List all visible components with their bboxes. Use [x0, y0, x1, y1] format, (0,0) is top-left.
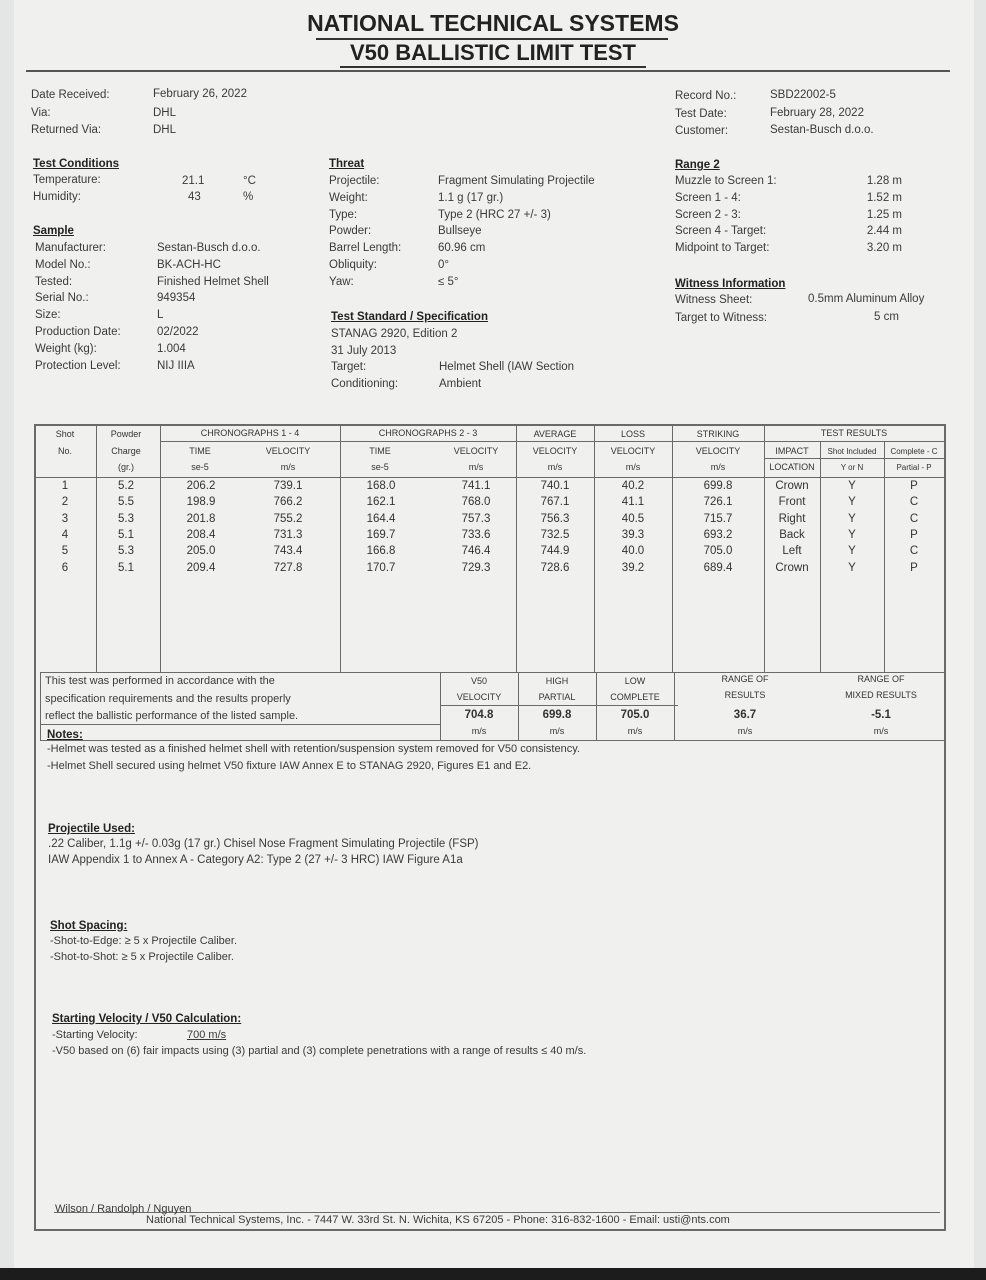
threat-field-label: Powder: [329, 225, 372, 238]
col-header-ms-1-4: m/s [280, 462, 296, 472]
cell-shot-included: Y [848, 480, 856, 492]
cell-loss-velocity: 40.0 [621, 545, 645, 558]
header-subrule [160, 441, 764, 442]
cell-shot-no: 2 [61, 496, 69, 509]
cell-loss-velocity: 39.3 [621, 528, 645, 541]
cell-striking-velocity: 705.0 [703, 545, 733, 558]
low-complete-unit: m/s [627, 726, 643, 736]
projectile-used-line2: IAW Appendix 1 to Annex A - Category A2: Type 2 (27 +/- 3 HRC) IAW Figure A1a [48, 854, 463, 866]
col-header-time-unit-2-3: se-5 [371, 462, 389, 472]
cell-time-2-3: 166.8 [366, 545, 396, 558]
temperature-label: Temperature: [33, 174, 101, 186]
cell-shot-no: 6 [61, 561, 69, 574]
cell-shot-no: 4 [61, 528, 69, 541]
sample-field-value: 02/2022 [157, 326, 199, 338]
cell-time-1-4: 209.4 [186, 561, 216, 574]
starting-velocity-heading: Starting Velocity / V50 Calculation: [52, 1013, 242, 1025]
cell-shot-no: 3 [61, 512, 69, 525]
threat-field-value: 0° [438, 259, 449, 271]
cell-striking-velocity: 693.2 [703, 528, 733, 541]
cell-impact-location: Left [782, 545, 802, 558]
table-right-border [944, 424, 946, 1230]
conditioning-value: Ambient [439, 378, 482, 390]
cell-time-2-3: 168.0 [366, 480, 396, 492]
range-of-mixed-label1: RANGE OF [857, 674, 905, 684]
cell-result: P [910, 480, 918, 492]
cell-velocity-2-3: 741.1 [461, 480, 491, 492]
record-no-value: SBD22002-5 [770, 89, 836, 101]
col-header-impact: IMPACT [775, 446, 809, 456]
range-field-value: 1.52 m [866, 191, 902, 204]
screen-bezel [0, 1268, 986, 1280]
sample-field-label: Size: [35, 309, 61, 322]
humidity-value: 43 [188, 191, 201, 203]
range-field-label: Screen 2 - 3: [675, 208, 741, 221]
summary-top-rule [40, 672, 944, 673]
notes-line2: -Helmet Shell secured using helmet V50 fixture IAW Annex E to STANAG 2920, Figures E1 and E2. [47, 760, 532, 772]
col-header-powder: Powder [110, 429, 142, 439]
sample-field-value: BK-ACH-HC [157, 258, 221, 271]
cell-velocity-1-4: 755.2 [273, 512, 303, 525]
starting-velocity-value: 700 m/s [187, 1029, 227, 1041]
cell-shot-no: 5 [61, 545, 69, 558]
cell-impact-location: Right [778, 512, 806, 525]
sample-field-label: Protection Level: [35, 359, 121, 372]
col-header-striking-ms: m/s [710, 462, 726, 472]
cell-average-velocity: 732.5 [540, 528, 570, 541]
sample-field-label: Tested: [35, 275, 73, 288]
sample-field-label: Weight (kg): [35, 342, 97, 355]
col-header-striking: STRIKING [696, 429, 740, 439]
header-subrule [764, 458, 944, 459]
threat-field-label: Weight: [329, 191, 368, 204]
cell-velocity-1-4: 727.8 [273, 561, 303, 574]
cell-shot-included: Y [848, 528, 856, 541]
sample-field-value: L [157, 309, 164, 322]
col-header-shot: Shot [55, 429, 75, 439]
range-field-value: 3.20 m [866, 242, 902, 255]
column-divider [340, 424, 341, 672]
cell-powder-charge: 5.1 [118, 561, 134, 574]
threat-field-label: Projectile: [329, 175, 380, 187]
cell-time-2-3: 170.7 [366, 561, 396, 574]
summary-bottom-rule [40, 740, 944, 741]
cell-time-2-3: 164.4 [366, 512, 396, 525]
starting-velocity-label: -Starting Velocity: [52, 1029, 138, 1041]
target-value: Helmet Shell (IAW Section [439, 361, 575, 373]
cell-time-1-4: 201.8 [186, 512, 216, 525]
col-header-partial: Partial - P [896, 463, 932, 472]
cell-striking-velocity: 689.4 [703, 561, 733, 574]
table-left-border [34, 424, 36, 1230]
summary-left-rule [40, 672, 41, 740]
cell-loss-velocity: 40.5 [621, 512, 645, 525]
col-header-average-ms: m/s [547, 462, 563, 472]
cell-impact-location: Front [778, 496, 806, 509]
v50-value: 704.8 [464, 709, 494, 721]
sample-field-value: NIJ IIIA [157, 359, 195, 372]
returned-via-label: Returned Via: [31, 124, 102, 136]
cell-result: C [909, 545, 919, 558]
col-header-chronographs-1-4: CHRONOGRAPHS 1 - 4 [200, 428, 300, 438]
cell-time-2-3: 169.7 [366, 528, 396, 541]
threat-field-value: 1.1 g (17 gr.) [438, 191, 504, 204]
col-header-shot-included: Shot Included [827, 447, 877, 456]
compliance-statement-line1: This test was performed in accordance with the [45, 675, 275, 687]
threat-field-value: Type 2 (HRC 27 +/- 3) [438, 208, 551, 221]
range-field-value: 1.25 m [866, 208, 902, 221]
high-partial-label2: PARTIAL [538, 692, 576, 702]
header-rule [26, 70, 950, 72]
cell-velocity-2-3: 757.3 [461, 512, 491, 525]
sample-field-value: 1.004 [157, 342, 186, 355]
high-partial-value: 699.8 [542, 709, 572, 721]
table-bottom-border [34, 1229, 946, 1231]
range-heading: Range 2 [675, 159, 720, 171]
company-address-footer: National Technical Systems, Inc. - 7447 W. 33rd St. N. Wichita, KS 67205 - Phone: 316-832-1600 - Email: usti@nts.com [146, 1214, 730, 1226]
range-field-value: 2.44 m [866, 225, 902, 238]
high-partial-unit: m/s [549, 726, 565, 736]
compliance-statement-line3: reflect the ballistic performance of the listed sample. [45, 710, 299, 722]
humidity-unit: % [243, 191, 254, 203]
cell-velocity-1-4: 743.4 [273, 545, 303, 558]
threat-field-value: Fragment Simulating Projectile [438, 175, 595, 187]
col-header-velocity-1-4: VELOCITY [265, 446, 311, 456]
statement-bottom-rule [40, 724, 440, 725]
range-of-results-unit: m/s [737, 726, 753, 736]
sample-heading: Sample [33, 225, 74, 237]
col-header-grains: (gr.) [117, 462, 134, 472]
via-label: Via: [31, 107, 51, 119]
shot-spacing-edge: -Shot-to-Edge: ≥ 5 x Projectile Caliber. [50, 935, 238, 947]
test-conditions-heading: Test Conditions [33, 158, 120, 170]
cell-powder-charge: 5.1 [118, 528, 134, 541]
witness-sheet-label: Witness Sheet: [675, 294, 753, 306]
cell-striking-velocity: 715.7 [703, 512, 733, 525]
threat-field-label: Yaw: [329, 275, 354, 288]
col-header-striking-velocity: VELOCITY [695, 446, 741, 456]
cell-time-1-4: 206.2 [186, 480, 216, 492]
cell-average-velocity: 767.1 [540, 496, 570, 509]
customer-label: Customer: [675, 125, 729, 137]
cell-powder-charge: 5.5 [118, 496, 134, 509]
conditioning-label: Conditioning: [331, 378, 399, 390]
document-title: NATIONAL TECHNICAL SYSTEMS [307, 10, 679, 36]
cell-velocity-2-3: 768.0 [461, 496, 491, 509]
cell-velocity-1-4: 731.3 [273, 528, 303, 541]
subtitle-underline [340, 66, 646, 68]
col-header-test-results: TEST RESULTS [820, 428, 888, 438]
cell-shot-included: Y [848, 496, 856, 509]
standard-name: STANAG 2920, Edition 2 [331, 328, 458, 340]
v50-velocity-label: VELOCITY [456, 692, 502, 702]
date-received-label: Date Received: [31, 89, 110, 101]
humidity-label: Humidity: [33, 191, 81, 203]
cell-result: C [909, 496, 919, 509]
cell-impact-location: Crown [775, 561, 809, 574]
threat-field-value: Bullseye [438, 225, 482, 238]
cell-striking-velocity: 699.8 [703, 480, 733, 492]
header-subrule [764, 441, 944, 442]
threat-field-label: Barrel Length: [329, 242, 402, 255]
cell-velocity-1-4: 766.2 [273, 496, 303, 509]
compliance-statement-line2: specification requirements and the results properly [45, 693, 291, 705]
cell-shot-included: Y [848, 561, 856, 574]
threat-field-value: ≤ 5° [438, 275, 459, 288]
col-header-ms-2-3: m/s [468, 462, 484, 472]
col-header-no: No. [57, 446, 72, 456]
cell-striking-velocity: 726.1 [703, 496, 733, 509]
cell-average-velocity: 756.3 [540, 512, 570, 525]
sample-field-label: Manufacturer: [35, 242, 106, 254]
cell-average-velocity: 728.6 [540, 561, 570, 574]
range-of-mixed-label2: MIXED RESULTS [845, 690, 917, 700]
column-divider [160, 424, 161, 672]
cell-velocity-1-4: 739.1 [273, 480, 303, 492]
cell-powder-charge: 5.3 [118, 545, 134, 558]
witness-sheet-value: 0.5mm Aluminum Alloy [808, 293, 925, 305]
target-to-witness-value: 5 cm [874, 311, 899, 323]
witness-heading: Witness Information [675, 278, 786, 290]
via-value: DHL [153, 107, 177, 119]
low-complete-label2: COMPLETE [610, 692, 660, 702]
sample-field-label: Serial No.: [35, 292, 89, 305]
col-header-time-unit-1-4: se-5 [191, 462, 209, 472]
record-no-label: Record No.: [675, 90, 737, 102]
high-partial-label1: HIGH [545, 676, 569, 686]
table-top-border [34, 424, 946, 426]
date-received-value: February 26, 2022 [153, 88, 247, 100]
low-complete-value: 705.0 [620, 709, 650, 721]
cell-result: P [910, 561, 918, 574]
sample-field-value: Sestan-Busch d.o.o. [157, 242, 261, 254]
col-header-loss-velocity: VELOCITY [610, 446, 656, 456]
cell-average-velocity: 744.9 [540, 545, 570, 558]
cell-time-1-4: 208.4 [186, 528, 216, 541]
col-header-chronographs-2-3: CHRONOGRAPHS 2 - 3 [378, 428, 478, 438]
cell-powder-charge: 5.2 [118, 480, 134, 492]
col-header-average: AVERAGE [533, 429, 577, 439]
col-header-velocity-2-3: VELOCITY [453, 446, 499, 456]
threat-heading: Threat [329, 158, 365, 170]
shot-spacing-shot: -Shot-to-Shot: ≥ 5 x Projectile Caliber. [50, 951, 234, 963]
range-of-results-label1: RANGE OF [721, 674, 769, 684]
summary-value-rule [440, 705, 678, 706]
cell-result: P [910, 528, 918, 541]
range-field-label: Muzzle to Screen 1: [675, 175, 777, 187]
cell-result: C [909, 512, 919, 525]
sample-field-label: Production Date: [35, 326, 121, 338]
returned-via-value: DHL [153, 124, 177, 136]
range-field-label: Screen 1 - 4: [675, 191, 741, 204]
target-label: Target: [331, 361, 367, 373]
sample-field-value: Finished Helmet Shell [157, 275, 269, 288]
document-subtitle: V50 BALLISTIC LIMIT TEST [349, 40, 636, 65]
test-date-label: Test Date: [675, 108, 727, 120]
col-header-average-velocity: VELOCITY [532, 446, 578, 456]
cell-shot-no: 1 [61, 480, 69, 492]
threat-field-label: Obliquity: [329, 259, 377, 271]
header-bottom-rule [34, 477, 944, 478]
range-of-results-label2: RESULTS [724, 690, 766, 700]
range-field-value: 1.28 m [866, 175, 902, 187]
cell-shot-included: Y [848, 545, 856, 558]
shot-spacing-heading: Shot Spacing: [50, 920, 128, 932]
test-standard-heading: Test Standard / Specification [331, 311, 488, 323]
v50-label: V50 [470, 676, 487, 686]
projectile-used-heading: Projectile Used: [48, 823, 135, 835]
sample-field-value: 949354 [157, 292, 196, 305]
range-field-label: Midpoint to Target: [675, 242, 770, 255]
col-header-complete: Complete - C [890, 447, 938, 456]
col-header-time-2-3: TIME [369, 446, 391, 456]
low-complete-label1: LOW [624, 676, 646, 686]
col-header-location: LOCATION [769, 462, 815, 472]
threat-field-label: Type: [329, 208, 358, 221]
cell-impact-location: Crown [775, 480, 809, 492]
notes-heading: Notes: [47, 729, 83, 741]
cell-time-1-4: 205.0 [186, 545, 216, 558]
cell-time-2-3: 162.1 [366, 496, 396, 509]
standard-date: 31 July 2013 [331, 345, 397, 357]
cell-impact-location: Back [779, 528, 805, 541]
customer-value: Sestan-Busch d.o.o. [770, 124, 874, 136]
cell-velocity-2-3: 729.3 [461, 561, 491, 574]
threat-field-value: 60.96 cm [438, 242, 486, 255]
cell-powder-charge: 5.3 [118, 512, 134, 525]
projectile-used-line1: .22 Caliber, 1.1g +/- 0.03g (17 gr.) Chisel Nose Fragment Simulating Projectile (FSP) [48, 838, 479, 850]
cell-velocity-2-3: 746.4 [461, 545, 491, 558]
range-field-label: Screen 4 - Target: [675, 225, 767, 238]
col-header-y-or-n: Y or N [840, 463, 864, 472]
sample-field-label: Model No.: [35, 258, 91, 271]
v50-calculation-note: -V50 based on (6) fair impacts using (3) partial and (3) complete penetrations with a range of results ≤ 40 m/s. [52, 1045, 587, 1057]
col-header-time-1-4: TIME [189, 446, 211, 456]
cell-loss-velocity: 41.1 [621, 496, 645, 509]
v50-unit: m/s [471, 726, 487, 736]
cell-loss-velocity: 39.2 [621, 561, 645, 574]
range-of-mixed-value: -5.1 [871, 709, 891, 721]
signatories: Wilson / Randolph / Nguyen [55, 1203, 192, 1215]
temperature-value: 21.1 [182, 175, 205, 187]
cell-loss-velocity: 40.2 [621, 480, 645, 492]
cell-average-velocity: 740.1 [540, 480, 570, 492]
cell-time-1-4: 198.9 [186, 496, 216, 509]
col-header-loss: LOSS [620, 429, 645, 439]
temperature-unit: °C [243, 175, 256, 187]
notes-line1: -Helmet was tested as a finished helmet shell with retention/suspension system removed for V50 consistency. [47, 743, 580, 755]
col-header-charge: Charge [111, 446, 141, 456]
test-date-value: February 28, 2022 [770, 107, 864, 119]
range-of-results-value: 36.7 [733, 709, 757, 721]
target-to-witness-label: Target to Witness: [675, 312, 768, 324]
cell-shot-included: Y [848, 512, 856, 525]
col-header-loss-ms: m/s [625, 462, 641, 472]
range-of-mixed-unit: m/s [873, 726, 889, 736]
cell-velocity-2-3: 733.6 [461, 528, 491, 541]
